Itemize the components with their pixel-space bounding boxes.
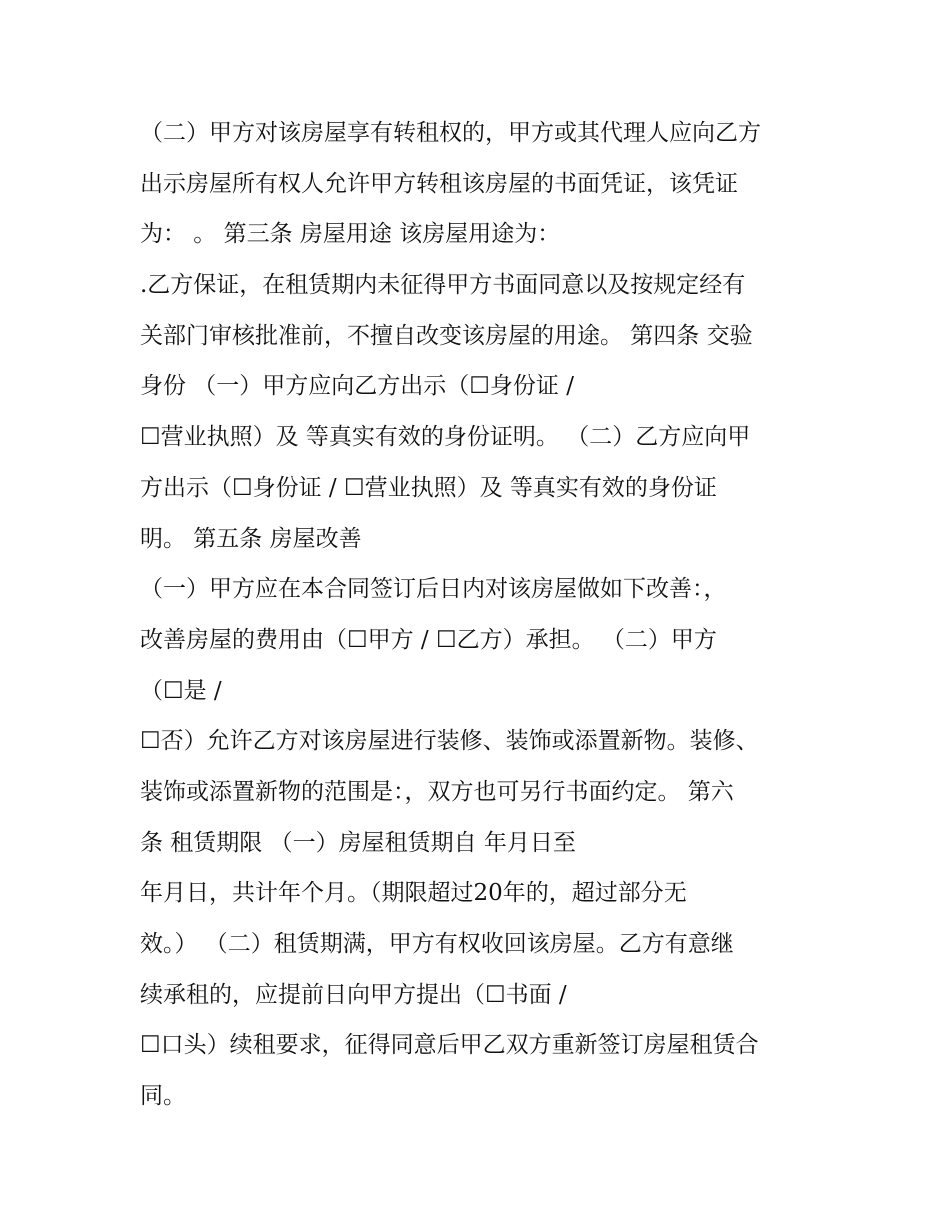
document-line: （一）甲方应在本合同签订后日内对该房屋做如下改善：， (140, 576, 727, 603)
document-line: 关部门审核批准前，不擅自改变该房屋的用途。 第四条 交验 (140, 322, 753, 349)
document-line: 年月日，共计年个月。（期限超过20年的，超过部分无 (140, 880, 687, 907)
document-line: 身份 （一）甲方应向乙方出示（☐身份证 / (140, 373, 574, 400)
document-line: 条 租赁期限 （一）房屋租赁期自 年月日至 (140, 829, 576, 856)
document-body (140, 108, 830, 1122)
document-line: （☐是 / (140, 677, 222, 704)
document-line: ☐营业执照）及 等真实有效的身份证明。 （二）乙方应向甲 (140, 424, 751, 451)
document-line: 方出示（☐身份证 / ☐营业执照）及 等真实有效的身份证 (140, 474, 717, 501)
document-line: ☐口头）续租要求，征得同意后甲乙双方重新签订房屋租赁合 (140, 1032, 759, 1059)
document-line: 装饰或添置新物的范围是：，双方也可另行书面约定。 第六 (140, 778, 734, 805)
document-line: 效。） （二）租赁期满，甲方有权收回该房屋。乙方有意继 (140, 931, 734, 957)
document-line: 为： 。 第三条 房屋用途 该房屋用途为： (140, 221, 561, 248)
document-line: （二）甲方对该房屋享有转租权的，甲方或其代理人应向乙方 (140, 120, 761, 146)
document-line: 改善房屋的费用由（☐甲方 / ☐乙方）承担。 （二）甲方 (140, 626, 717, 653)
document-line: 续承租的，应提前日向甲方提出（☐书面 / (140, 981, 567, 1008)
document-line: 同。 (140, 1083, 186, 1110)
document-line: ☐否）允许乙方对该房屋进行装修、装饰或添置新物。装修、 (140, 728, 759, 755)
document-line: .乙方保证，在租赁期内未征得甲方书面同意以及按规定经有 (140, 272, 746, 299)
document-line: 明。 第五条 房屋改善 (140, 525, 362, 552)
document-line: 出示房屋所有权人允许甲方转租该房屋的书面凭证，该凭证 (140, 170, 738, 197)
